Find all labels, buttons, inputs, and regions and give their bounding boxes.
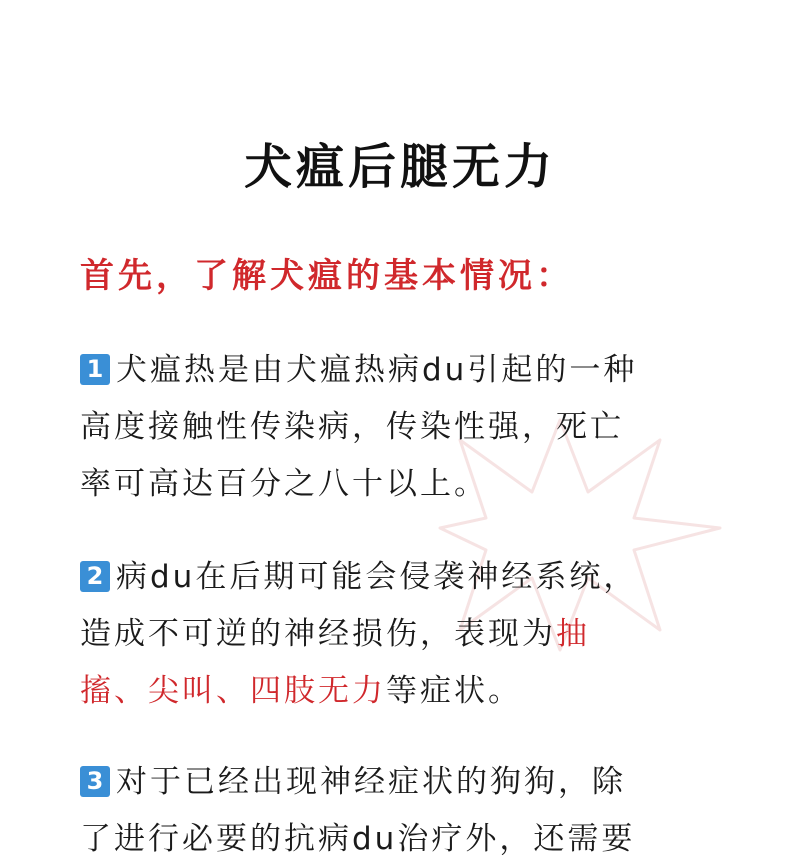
point-2-highlight-b: 搐、尖叫、四肢无力 [80,673,386,709]
point-3-text-1: 对于已经出现神经症状的狗狗，除 [116,764,626,800]
point-3 [80,754,720,868]
point-1-line-1 [80,342,720,399]
point-3-line-1 [80,754,720,811]
point-2 [80,549,720,720]
point-2-line-3 [80,663,720,720]
point-2-text-1: 病du在后期可能会侵袭神经系统， [116,559,638,595]
section-subtitle: 首先，了解犬瘟的基本情况： [80,256,574,296]
point-2-text-2: 造成不可逆的神经损伤，表现为 [80,616,556,652]
number-3-badge-icon: 3 [80,766,110,797]
point-2-line-1 [80,549,720,606]
point-1-line-2: 高度接触性传染病，传染性强，死亡 [80,409,624,445]
point-2-highlight-a: 抽 [556,616,590,652]
page-title: 犬瘟后腿无力 [243,139,556,195]
point-1 [80,342,720,513]
point-2-line-2 [80,606,720,663]
number-2-badge-icon: 2 [80,561,110,592]
point-1-line-3: 率可高达百分之八十以上。 [80,466,488,502]
number-1-badge-icon: 1 [80,354,110,385]
point-2-tail: 等症状。 [386,673,522,709]
point-1-text-1: 犬瘟热是由犬瘟热病du引起的一种 [116,352,638,388]
point-3-line-2: 了进行必要的抗病du治疗外，还需要 [80,821,636,857]
